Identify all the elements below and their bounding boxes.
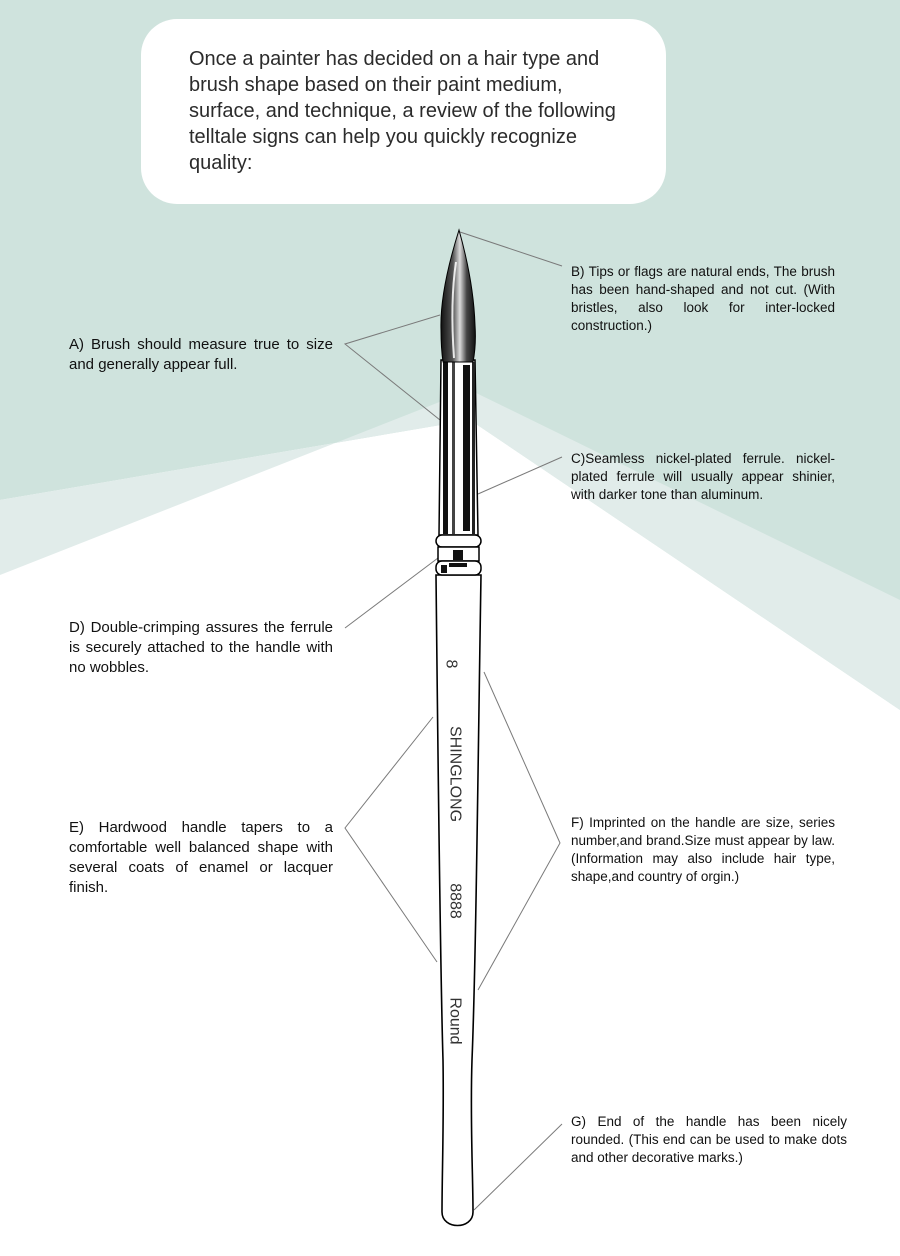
brush-ferrule <box>439 360 478 535</box>
note-f-imprint: F) Imprinted on the handle are size, series number,and brand.Size must appear by law.(Information may also include hair type, shape,and country of orgin.) <box>571 815 835 884</box>
double-crimp <box>436 535 481 575</box>
note-b-tips-flags: B) Tips or flags are natural ends, The brush has been hand-shaped and not cut. (With bristles, also look for inter-locked construction.) <box>571 264 835 333</box>
leader-line-f <box>478 672 560 990</box>
handle-shape-text: Round <box>446 997 464 1045</box>
leader-line-d <box>345 558 438 628</box>
handle-series-text: 8888 <box>446 883 464 919</box>
intro-text: Once a painter has decided on a hair type and brush shape based on their paint medium, surface, and technique, a review of the following telltale signs can help you quickly recognize quality: <box>189 48 616 174</box>
note-e-hardwood-handle: E) Hardwood handle tapers to a comfortable well balanced shape with several coats of enamel or lacquer finish. <box>69 819 333 896</box>
note-c-ferrule: C)Seamless nickel-plated ferrule. nickel-plated ferrule will usually appear shinier, with darker tone than aluminum. <box>571 451 835 502</box>
handle-brand-text: SHINGLONG <box>446 725 464 823</box>
leader-line-e <box>345 717 437 962</box>
handle-size-text: 8 <box>442 659 460 669</box>
note-a-brush-size: A) Brush should measure true to size and generally appear full. <box>69 336 333 373</box>
leader-line-c <box>478 457 562 494</box>
note-d-double-crimping: D) Double-crimping assures the ferrule is securely attached to the handle with no wobbles. <box>69 619 333 676</box>
leader-line-g <box>474 1124 562 1210</box>
note-g-handle-end: G) End of the handle has been nicely rounded. (This end can be used to make dots and other decorative marks.) <box>571 1114 847 1165</box>
